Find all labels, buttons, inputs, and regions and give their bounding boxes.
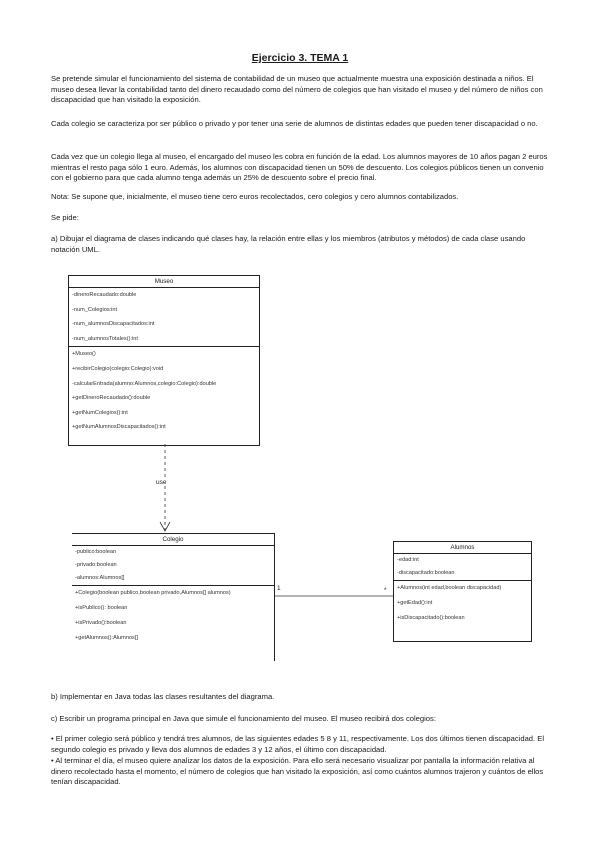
uml-class-alumnos (393, 541, 532, 642)
multiplicity-one: 1 (277, 585, 281, 592)
uml-class-colegio (72, 533, 275, 661)
page-title: Ejercicio 3. TEMA 1 (251, 52, 349, 64)
paragraph-apartado-c: c) Escribir un programa principal en Java que simule el funcionamiento del museo. El museo recibirá dos colegios: (51, 714, 436, 723)
uml-class-name: Alumnos (394, 542, 531, 554)
uml-attribute: -privado:boolean (75, 562, 117, 568)
paragraph-colegio: Cada colegio se caracteriza por ser público o privado y por tener una serie de alumnos de distintas edades que pueden tener discapacidad o no. (51, 119, 538, 128)
uml-attribute: -discapacitado:boolean (397, 570, 455, 576)
uml-class-name: Museo (69, 276, 259, 288)
paragraph-intro: Se pretende simular el funcionamiento del sistema de contabilidad de un museo que actualmente muestra una exposición destinada a niños. El museo desea llevar la contabilidad tanto del dinero recaudado como del número de colegios que han visitado el museo y del número de niños con discapacidad que han visitado la exposición. (51, 74, 543, 105)
uml-attribute: -num_alumnosDiscapacitados:int (72, 321, 155, 328)
uml-methods (72, 586, 274, 646)
uml-method: +isPrivado():boolean (75, 620, 127, 626)
uml-method: +Colegio(boolean publico,boolean privado,Alumnos[] alumnos) (75, 590, 231, 596)
uml-attribute: -edad:int (397, 557, 419, 563)
uml-attribute: -num_alumnosTotales():int (72, 335, 138, 342)
uml-method: -calcularEntrada(alumno:Alumnos,colegio:Colegio):double (72, 380, 217, 387)
uml-method: +recibirColegio(colegio:Colegio):void (72, 365, 164, 372)
uml-class-name: Colegio (72, 534, 274, 546)
uml-method: +isPublico(): boolean (75, 605, 128, 611)
paragraph-apartado-a: a) Dibujar el diagrama de clases indicando qué clases hay, la relación entre ellas y los miembros (atributos y métodos) de cada clase usando notación UML. (51, 234, 526, 254)
uml-attributes (394, 554, 531, 581)
uml-attribute: -num_Colegios:int (72, 306, 118, 313)
uml-attribute: -publico:boolean (75, 549, 117, 555)
paragraph-se-pide: Se pide: (51, 213, 79, 222)
uml-methods (394, 581, 531, 626)
uml-attribute: -alumnos:Alumnos[] (75, 575, 125, 581)
uml-method: +getAlumnos():Alumnos[] (75, 635, 138, 641)
multiplicity-many: * (384, 587, 387, 594)
uml-method: +Museo() (72, 351, 96, 358)
uml-method: +getNumAlumnosDiscapacitados():int (72, 424, 166, 431)
bullet-item: • Al terminar el día, el museo quiere analizar los datos de la exposición. Para ello será necesario visualizar por pantalla la información relativa al dinero recolectado hasta el momento, el número de colegios que han visitado la exposición, así como cuántos alumnos trajeron y cuántos de ellos tenían discapacidad. (51, 756, 544, 787)
uml-method: +getDineroRecaudado():double (72, 395, 151, 402)
uml-method: +getEdad():int (397, 600, 433, 606)
paragraph-tarifas: Cada vez que un colegio llega al museo, el encargado del museo les cobra en función de la edad. Los alumnos mayores de 10 años pagan 2 euros mientras el resto paga sólo 1 euro. Además, los alumnos con discapacidad tienen un 50% de descuento. Los colegios públicos tienen un convenio con el gobierno para que cada alumno tenga además un 25% de descuento sobre el precio final. (51, 152, 548, 183)
uml-attributes (72, 546, 274, 586)
uml-method: +getNumColegios():int (72, 409, 128, 416)
uml-method: +isDiscapacitado():boolean (397, 615, 465, 621)
paragraph-nota: Nota: Se supone que, inicialmente, el museo tiene cero euros recolectados, cero colegios y cero alumnos contabilizados. (51, 192, 459, 201)
use-label: use (156, 479, 167, 486)
bullet-item: • El primer colegio será público y tendrá tres alumnos, de las siguientes edades 5 8 y 11, respectivamente. Los dos últimos tienen discapacidad. El segundo colegio es privado y lleva dos alumnos de edades 3 y 12 años, el último con discapacidad. (51, 734, 545, 754)
uml-attribute: -dineroRecaudado:double (72, 292, 137, 298)
uml-method: +Alumnos(int edad,boolean discapacidad) (397, 585, 502, 591)
paragraph-apartado-b: b) Implementar en Java todas las clases resultantes del diagrama. (51, 692, 275, 701)
